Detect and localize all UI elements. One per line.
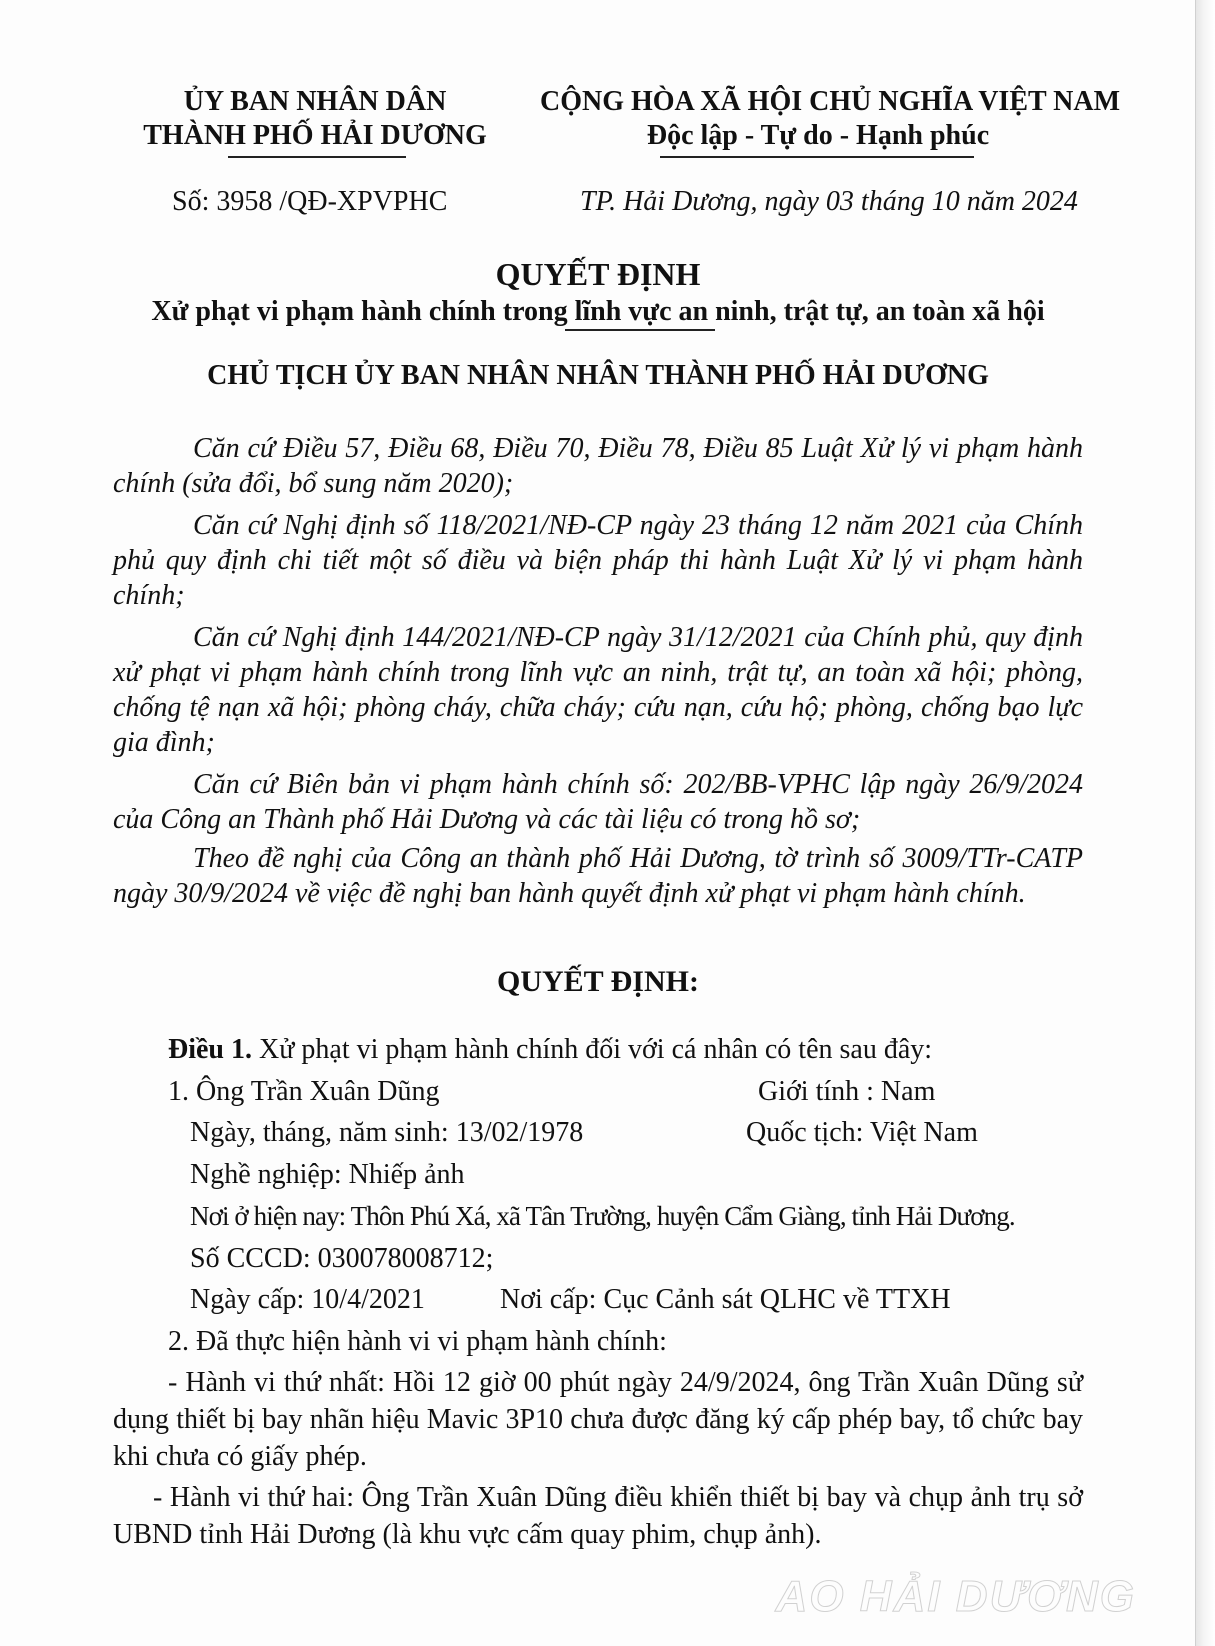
document-subtitle: Xử phạt vi phạm hành chính trong lĩnh vực an ninh, trật tự, an toàn xã hội: [151, 296, 1045, 327]
id-issue-place: Nơi cấp: Cục Cảnh sát QLHC về TTXH: [500, 1284, 951, 1315]
page-edge: [1195, 0, 1215, 1646]
violation-2: - Hành vi thứ hai: Ông Trần Xuân Dũng điều khiển thiết bị bay và chụp ảnh trụ sở UBND tỉnh Hải Dương (là khu vực cấm quay phim, chụp ảnh).: [113, 1482, 1083, 1550]
watermark-logo: AO HẢI DƯƠNG: [775, 1572, 1136, 1621]
article-1: [168, 1034, 932, 1066]
legal-basis-4: Căn cứ Biên bản vi phạm hành chính số: 202/BB-VPHC lập ngày 26/9/2024 của Công an Thành phố Hải Dương và các tài liệu có trong hồ sơ;: [113, 769, 1083, 835]
issuer-city: THÀNH PHỐ HẢI DƯƠNG: [143, 120, 487, 151]
person-occupation: Nghề nghiệp: Nhiếp ảnh: [190, 1159, 465, 1190]
legal-basis-5: Theo đề nghị của Công an thành phố Hải Dương, tờ trình số 3009/TTr-CATP ngày 30/9/2024 về việc đề nghị ban hành quyết định xử phạt vi phạm hành chính.: [113, 843, 1083, 909]
motto-underline: [660, 156, 974, 158]
issuer-name: ỦY BAN NHÂN DÂN: [183, 86, 447, 117]
person-name: 1. Ông Trần Xuân Dũng: [168, 1076, 440, 1107]
issuer-underline: [228, 156, 406, 158]
id-issue-date: Ngày cấp: 10/4/2021: [190, 1284, 425, 1315]
legal-basis-1: Căn cứ Điều 57, Điều 68, Điều 70, Điều 78, Điều 85 Luật Xử lý vi phạm hành chính (sửa đổi, bổ sung năm 2020);: [113, 433, 1083, 499]
violations-heading: 2. Đã thực hiện hành vi vi phạm hành chính:: [168, 1326, 667, 1357]
subtitle-underline: [565, 329, 715, 331]
place-and-date: TP. Hải Dương, ngày 03 tháng 10 năm 2024: [580, 186, 1078, 217]
violation-1: - Hành vi thứ nhất: Hồi 12 giờ 00 phút ngày 24/9/2024, ông Trần Xuân Dũng sử dụng thiết bị bay nhãn hiệu Mavic 3P10 chưa được đăng ký cấp phép bay, tổ chức bay khi chưa có giấy phép.: [113, 1367, 1083, 1472]
person-nationality: Quốc tịch: Việt Nam: [746, 1117, 978, 1148]
legal-basis-2: Căn cứ Nghị định số 118/2021/NĐ-CP ngày 23 tháng 12 năm 2021 của Chính phủ quy định chi tiết một số điều và biện pháp thi hành Luật Xử lý vi phạm hành chính;: [113, 510, 1083, 611]
article-1-label: Điều 1.: [168, 1034, 252, 1065]
person-residence: Nơi ở hiện nay: Thôn Phú Xá, xã Tân Trường, huyện Cẩm Giàng, tỉnh Hải Dương.: [190, 1201, 1015, 1231]
document-number: Số: 3958 /QĐ-XPVPHC: [172, 186, 448, 217]
person-id-number: Số CCCD: 030078008712;: [190, 1243, 494, 1274]
person-dob: Ngày, tháng, năm sinh: 13/02/1978: [190, 1117, 584, 1148]
person-gender: Giới tính : Nam: [758, 1076, 936, 1107]
article-1-text: Xử phạt vi phạm hành chính đối với cá nhân có tên sau đây:: [252, 1034, 933, 1065]
legal-basis-3: Căn cứ Nghị định 144/2021/NĐ-CP ngày 31/12/2021 của Chính phủ, quy định xử phạt vi phạm hành chính trong lĩnh vực an ninh, trật tự, an toàn xã hội; phòng, chống tệ nạn xã hội; phòng cháy, chữa cháy; cứu nạn, cứu hộ; phòng, chống bạo lực gia đình;: [113, 622, 1083, 758]
national-title: CỘNG HÒA XÃ HỘI CHỦ NGHĨA VIỆT NAM: [540, 86, 1121, 117]
national-motto: Độc lập - Tự do - Hạnh phúc: [646, 120, 990, 151]
decision-heading: QUYẾT ĐỊNH:: [497, 965, 699, 998]
document-title: QUYẾT ĐỊNH: [495, 256, 701, 292]
issuing-authority: CHỦ TỊCH ỦY BAN NHÂN NHÂN THÀNH PHỐ HẢI DƯƠNG: [207, 360, 989, 391]
